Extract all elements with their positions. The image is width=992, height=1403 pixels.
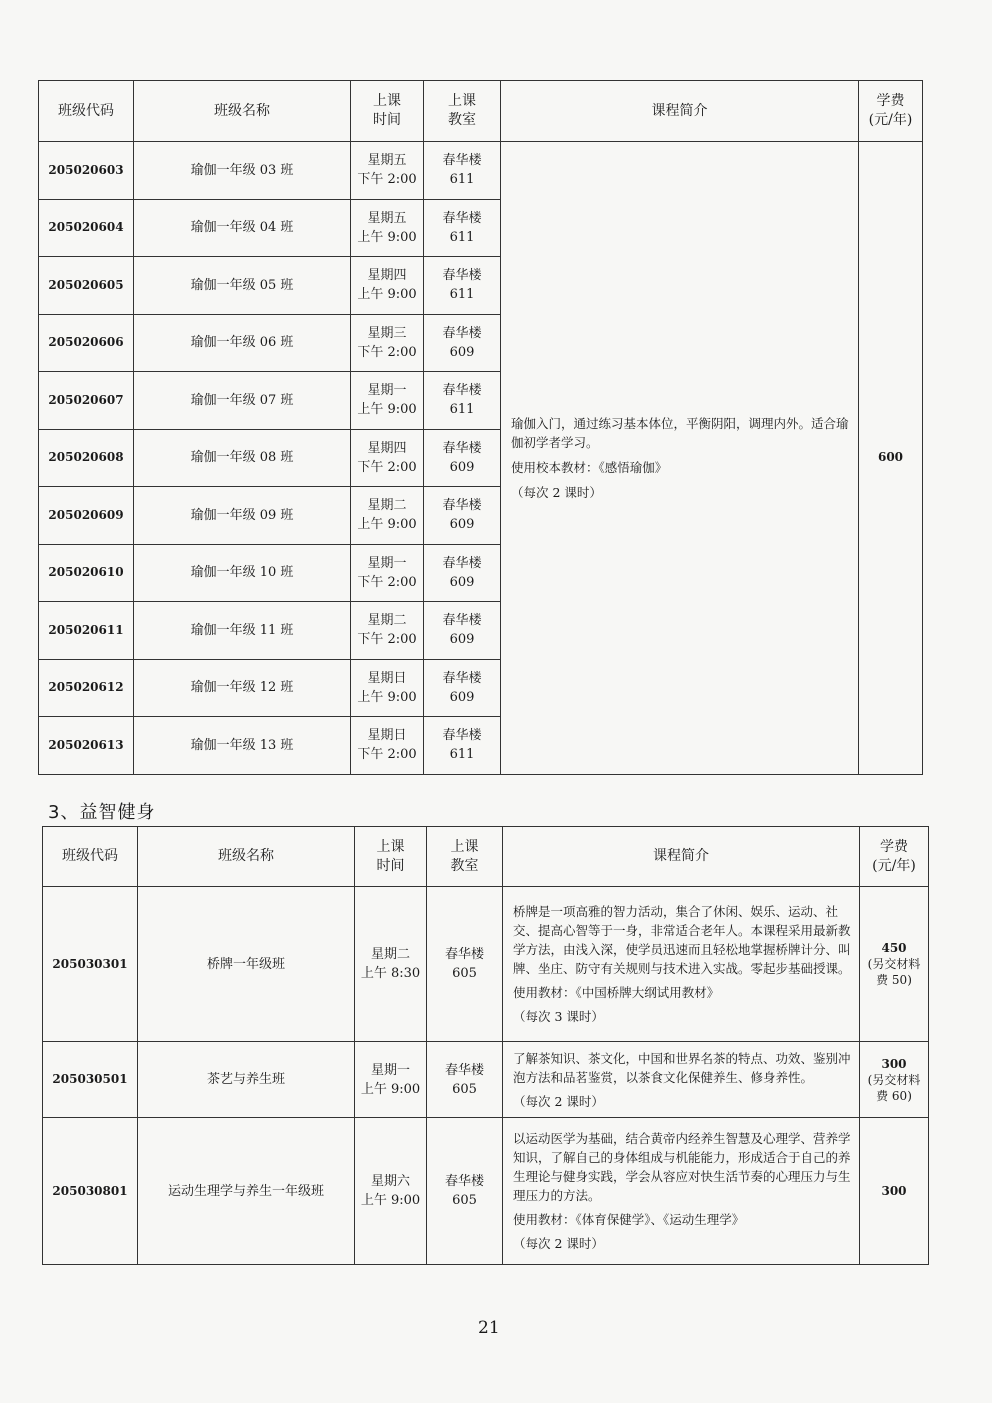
- fee-line: 300: [881, 1184, 907, 1198]
- yoga-class-table: [38, 80, 923, 775]
- class-code: 205020611: [39, 602, 134, 660]
- header-name: 班级名称: [134, 81, 351, 142]
- course-fee: [860, 1118, 929, 1265]
- cell-line: 609: [449, 574, 475, 590]
- intro-line: （每次 2 课时）: [513, 1093, 604, 1109]
- class-room: [424, 487, 501, 545]
- cell-line: 星期二: [367, 613, 407, 629]
- fee-line: 费 50): [876, 973, 912, 987]
- cell-line: 下午 2:00: [357, 574, 417, 590]
- class-time: [355, 887, 427, 1042]
- class-time: [355, 1042, 427, 1118]
- table-header-row: [43, 827, 929, 887]
- class-code: 205020603: [39, 142, 134, 200]
- cell-line: 星期五: [367, 210, 407, 226]
- cell-line: 星期一: [367, 555, 407, 571]
- cell-line: 611: [449, 172, 475, 188]
- table-row: [43, 1118, 929, 1265]
- class-time: [351, 372, 424, 430]
- cell-line: 609: [449, 517, 475, 533]
- class-room: [424, 314, 501, 372]
- cell-line: 609: [449, 632, 475, 648]
- class-time: [351, 659, 424, 717]
- course-intro: [503, 1118, 860, 1265]
- class-room: [427, 1118, 503, 1265]
- class-time: [351, 544, 424, 602]
- class-room: [424, 659, 501, 717]
- class-room: [427, 1042, 503, 1118]
- fee-line: (另交材料: [867, 957, 921, 971]
- class-time: [355, 1118, 427, 1265]
- class-room: [424, 372, 501, 430]
- class-time: [351, 717, 424, 775]
- table-row: [39, 142, 923, 200]
- class-room: [424, 602, 501, 660]
- class-code: 205020607: [39, 372, 134, 430]
- class-code: 205020604: [39, 199, 134, 257]
- cell-line: 下午 2:00: [357, 459, 417, 475]
- fee-line: (另交材料: [867, 1072, 921, 1087]
- intro-line: （每次 3 课时）: [513, 1009, 604, 1024]
- cell-line: 星期二: [370, 947, 410, 962]
- intro-line: 使用校本教材：《感悟瑜伽》: [511, 459, 668, 475]
- page-number: 21: [478, 1318, 500, 1338]
- class-time: [351, 199, 424, 257]
- class-name: 茶艺与养生班: [138, 1042, 355, 1118]
- cell-line: 星期一: [367, 383, 407, 399]
- class-time: [351, 142, 424, 200]
- course-intro: [501, 142, 859, 775]
- cell-line: 609: [449, 459, 475, 475]
- cell-line: 星期日: [367, 670, 407, 686]
- class-name: 瑜伽一年级 10 班: [134, 544, 351, 602]
- cell-line: 星期日: [367, 728, 407, 744]
- cell-line: 上午 9:00: [357, 287, 417, 303]
- intro-line: 了解茶知识、茶文化，中国和世界名茶的特点、功效、鉴别冲泡方法和品茗鉴赏，以茶食文化保健养生、修身养性。: [513, 1050, 851, 1085]
- cell-line: 下午 2:00: [357, 172, 417, 188]
- class-code: 205020609: [39, 487, 134, 545]
- cell-line: 星期四: [367, 268, 407, 284]
- cell-line: 星期六: [370, 1174, 410, 1189]
- class-room: [424, 142, 501, 200]
- class-time: [351, 602, 424, 660]
- cell-line: 春华楼: [442, 670, 482, 686]
- cell-line: 春华楼: [442, 325, 482, 341]
- cell-line: 下午 2:00: [357, 344, 417, 360]
- course-intro: [503, 887, 860, 1042]
- class-code: 205020612: [39, 659, 134, 717]
- cell-line: 星期三: [367, 325, 407, 341]
- header-code: 班级代码: [39, 81, 134, 142]
- cell-line: 春华楼: [442, 728, 482, 744]
- header-intro: 课程简介: [501, 81, 859, 142]
- class-code: 205020606: [39, 314, 134, 372]
- intro-line: 以运动医学为基础，结合黄帝内经养生智慧及心理学、营养学知识，了解自己的身体组成与机能能力，形成适合于自己的养生理论与健身实践，学会从容应对快生活节奏的心理压力与生理压力的方法。: [513, 1131, 851, 1203]
- cell-line: 上午 9:00: [360, 1081, 421, 1097]
- cell-line: 春华楼: [442, 383, 482, 399]
- header-code: 班级代码: [43, 827, 138, 887]
- class-room: [424, 429, 501, 487]
- cell-line: 春华楼: [444, 947, 484, 962]
- class-name: 瑜伽一年级 03 班: [134, 142, 351, 200]
- intro-line: 桥牌是一项高雅的智力活动，集合了休闲、娱乐、运动、社交、提高心智等于一身，非常适合老年人。本课程采用最新教学方法，由浅入深，使学员迅速而且轻松地掌握桥牌计分、叫牌、坐庄、防守有关规则与技术进入实战。零起步基础授课。: [513, 904, 851, 976]
- cell-line: 星期二: [367, 498, 407, 514]
- course-intro: [503, 1042, 860, 1118]
- cell-line: 605: [452, 1193, 477, 1208]
- class-code: 205020608: [39, 429, 134, 487]
- cell-line: 上午 9:00: [360, 1193, 421, 1208]
- class-name: 桥牌一年级班: [138, 887, 355, 1042]
- cell-line: 611: [449, 229, 475, 245]
- cell-line: 609: [449, 689, 475, 705]
- cell-line: 611: [449, 747, 475, 763]
- table-row: [43, 887, 929, 1042]
- intro-line: （每次 2 课时）: [513, 1236, 604, 1251]
- class-name: 瑜伽一年级 11 班: [134, 602, 351, 660]
- class-code: 205020605: [39, 257, 134, 315]
- class-code: 205020610: [39, 544, 134, 602]
- cell-line: 春华楼: [442, 153, 482, 169]
- class-name: 瑜伽一年级 04 班: [134, 199, 351, 257]
- class-name: 瑜伽一年级 06 班: [134, 314, 351, 372]
- intro-line: （每次 2 课时）: [511, 484, 602, 500]
- section-title: 3、益智健身: [48, 802, 156, 823]
- class-room: [424, 257, 501, 315]
- cell-line: 609: [449, 344, 475, 360]
- fee-line: 450: [881, 941, 907, 955]
- class-room: [424, 544, 501, 602]
- cell-line: 星期五: [367, 153, 407, 169]
- cell-line: 上午 9:00: [357, 402, 417, 418]
- header-name: 班级名称: [138, 827, 355, 887]
- cell-line: 星期四: [367, 440, 407, 456]
- cell-line: 星期一: [370, 1062, 410, 1078]
- class-name: 瑜伽一年级 07 班: [134, 372, 351, 430]
- cell-line: 下午 2:00: [357, 632, 417, 648]
- cell-line: 611: [449, 287, 475, 303]
- table-header-row: [39, 81, 923, 142]
- intro-line: 使用教材：《中国桥牌大纲试用教材》: [513, 985, 720, 1000]
- class-time: [351, 257, 424, 315]
- header-room: 上课 教室: [427, 827, 503, 887]
- class-name: 瑜伽一年级 09 班: [134, 487, 351, 545]
- class-time: [351, 429, 424, 487]
- course-fee: [860, 1042, 929, 1118]
- cell-line: 上午 8:30: [360, 966, 421, 981]
- course-fee: [860, 887, 929, 1042]
- class-name: 瑜伽一年级 05 班: [134, 257, 351, 315]
- class-name: 运动生理学与养生一年级班: [138, 1118, 355, 1265]
- cell-line: 605: [452, 966, 477, 981]
- class-code: 205030501: [43, 1042, 138, 1118]
- cell-line: 上午 9:00: [357, 517, 417, 533]
- header-intro: 课程简介: [503, 827, 860, 887]
- cell-line: 春华楼: [442, 210, 482, 226]
- class-name: 瑜伽一年级 08 班: [134, 429, 351, 487]
- cell-line: 上午 9:00: [357, 229, 417, 245]
- cell-line: 上午 9:00: [357, 689, 417, 705]
- cell-line: 春华楼: [444, 1062, 484, 1078]
- fee-line: 300: [881, 1056, 907, 1071]
- cell-line: 春华楼: [444, 1174, 484, 1189]
- fitness-class-table: [42, 826, 929, 1265]
- header-fee: 学费 (元/年): [860, 827, 929, 887]
- fee-line: 费 60): [876, 1088, 912, 1103]
- cell-line: 春华楼: [442, 555, 482, 571]
- class-room: [427, 887, 503, 1042]
- class-time: [351, 314, 424, 372]
- cell-line: 605: [452, 1081, 477, 1097]
- course-fee: 600: [859, 142, 923, 775]
- class-code: 205020613: [39, 717, 134, 775]
- class-time: [351, 487, 424, 545]
- class-name: 瑜伽一年级 12 班: [134, 659, 351, 717]
- class-room: [424, 199, 501, 257]
- class-room: [424, 717, 501, 775]
- intro-line: 瑜伽入门，通过练习基本体位，平衡阴阳，调理内外。适合瑜伽初学者学习。: [511, 415, 849, 450]
- class-name: 瑜伽一年级 13 班: [134, 717, 351, 775]
- cell-line: 春华楼: [442, 440, 482, 456]
- header-time: 上课 时间: [351, 81, 424, 142]
- class-code: 205030801: [43, 1118, 138, 1265]
- header-room: 上课 教室: [424, 81, 501, 142]
- header-time: 上课 时间: [355, 827, 427, 887]
- cell-line: 春华楼: [442, 613, 482, 629]
- cell-line: 春华楼: [442, 268, 482, 284]
- header-fee: 学费 (元/年): [859, 81, 923, 142]
- intro-line: 使用教材：《体育保健学》、《运动生理学》: [513, 1212, 745, 1227]
- cell-line: 春华楼: [442, 498, 482, 514]
- table-row: [43, 1042, 929, 1118]
- cell-line: 611: [449, 402, 475, 418]
- class-code: 205030301: [43, 887, 138, 1042]
- cell-line: 下午 2:00: [357, 747, 417, 763]
